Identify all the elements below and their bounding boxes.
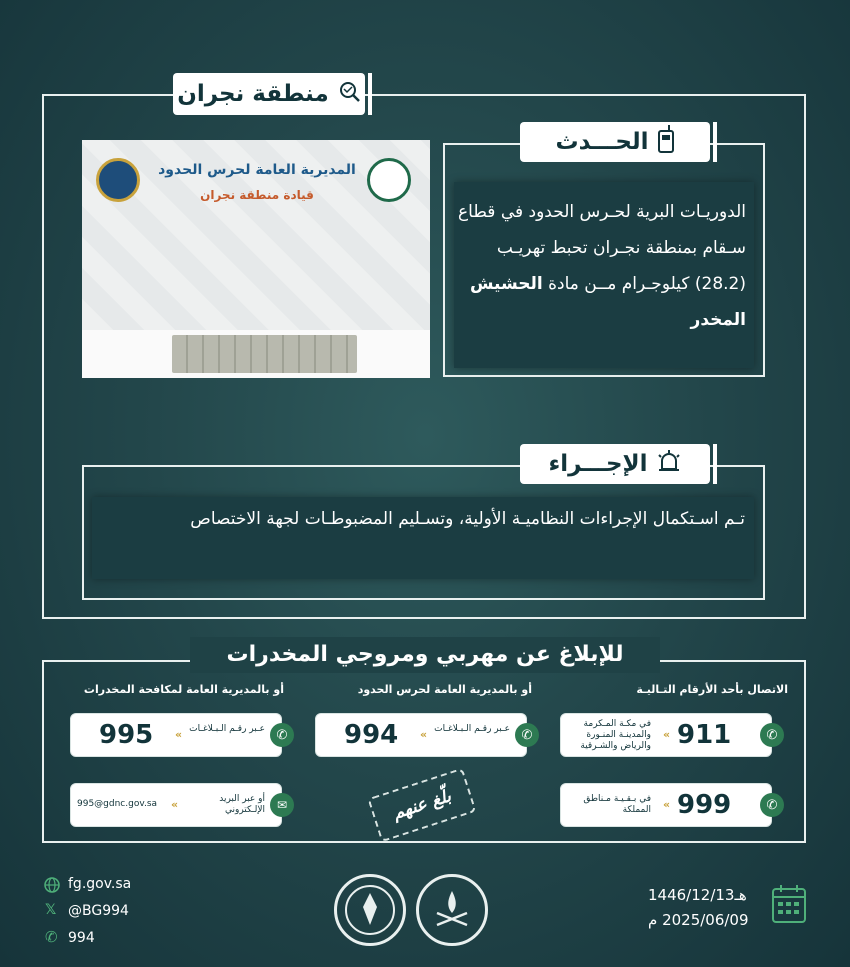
footer-phone[interactable]: 994 <box>68 930 95 946</box>
action-heading: الإجـــراء <box>548 451 648 477</box>
col3-heading: أو بالمديرية العامة لمكافحة المخدرات <box>83 683 284 696</box>
photo-banner-title: المديرية العامة لحرس الحدود <box>158 162 356 178</box>
region-title-pill <box>173 73 365 115</box>
footer-website[interactable]: fg.gov.sa <box>68 876 132 892</box>
hotline-911-desc: في مكـة المـكرمة والمدينـة المنـورة والرياض والشـرقية <box>580 719 651 751</box>
photo-logo-right <box>367 158 411 202</box>
region-title: منطقة نجران <box>177 81 329 107</box>
calendar-icon <box>772 884 806 924</box>
chevron-left-icon: « <box>663 798 671 811</box>
border-guard-emblem <box>334 874 406 946</box>
siren-icon <box>656 449 682 479</box>
footer-date-greg: 2025/06/09 م <box>648 911 749 929</box>
hotline-999-card[interactable] <box>560 783 772 827</box>
hotline-999-number: 999 <box>677 790 732 820</box>
phone-icon: ✆ <box>270 723 294 747</box>
action-heading-bar <box>713 444 717 484</box>
report-stamp-text: بلّغ عنهم <box>390 786 454 824</box>
footer-date-hijri: 1446/12/13هـ <box>648 886 747 904</box>
action-heading-pill <box>520 444 710 484</box>
email-address: 995@gdnc.gov.sa <box>77 799 158 809</box>
footer-handle[interactable]: @BG994 <box>68 903 129 919</box>
evidence-photo <box>82 140 430 378</box>
event-text-bold: الحشيش المخدر <box>469 274 746 330</box>
region-title-bar <box>368 73 372 115</box>
col1-heading: الاتصال بأحد الأرقام التـاليـة <box>636 683 788 696</box>
chevron-left-icon: « <box>175 728 183 741</box>
report-title: للإبلاغ عن مهربي ومروجي المخدرات <box>190 637 660 673</box>
phone-icon: ✆ <box>760 793 784 817</box>
hotline-911-card[interactable] <box>560 713 772 757</box>
email-card[interactable] <box>70 783 282 827</box>
chevron-left-icon: « <box>663 728 671 741</box>
event-text <box>458 194 746 338</box>
action-text: تـم اسـتكمال الإجراءات النظاميـة الأولية، وتسـليم المضبوطـات لجهة الاختصاص <box>190 509 745 529</box>
ministry-emblem <box>416 874 488 946</box>
globe-icon <box>44 877 60 893</box>
event-text-body: الدوريـات البرية لحـرس الحدود في قطاع سـقام بمنطقة نجـران تحبط تهريـب (28.2) كيلوجـرام مــن مادة <box>458 202 746 294</box>
phone-icon: ✆ <box>515 723 539 747</box>
mail-icon: ✉ <box>270 793 294 817</box>
hotline-995-desc: عـبر رقـم الـبـلاغـات <box>189 724 265 734</box>
hotline-994-card[interactable] <box>315 713 527 757</box>
hotline-911-number: 911 <box>677 720 732 750</box>
hotline-995-number: 995 <box>99 720 154 750</box>
photo-banner-subtitle: قيادة منطقة نجران <box>200 188 314 202</box>
col2-heading: أو بالمديرية العامة لحرس الحدود <box>357 683 532 696</box>
event-heading-pill <box>520 122 710 162</box>
seized-packages <box>172 335 357 373</box>
event-heading-bar <box>713 122 717 162</box>
chevron-left-icon: « <box>420 728 428 741</box>
event-heading: الحـــدث <box>555 129 649 155</box>
walkie-talkie-icon <box>657 125 675 159</box>
x-icon: 𝕏 <box>45 902 57 918</box>
phone-icon: ✆ <box>45 928 58 946</box>
chevron-left-icon: « <box>171 798 179 811</box>
phone-icon: ✆ <box>760 723 784 747</box>
hotline-994-desc: عـبر رقـم الـبـلاغـات <box>434 724 510 734</box>
hotline-999-desc: في بـقـيـة مـناطق المملكة <box>583 794 651 815</box>
email-desc: أو عبر البريد الإلـكتروني <box>219 794 265 815</box>
photo-logo-left <box>96 158 140 202</box>
hotline-995-card[interactable] <box>70 713 282 757</box>
map-search-icon <box>337 79 361 109</box>
hotline-994-number: 994 <box>344 720 399 750</box>
